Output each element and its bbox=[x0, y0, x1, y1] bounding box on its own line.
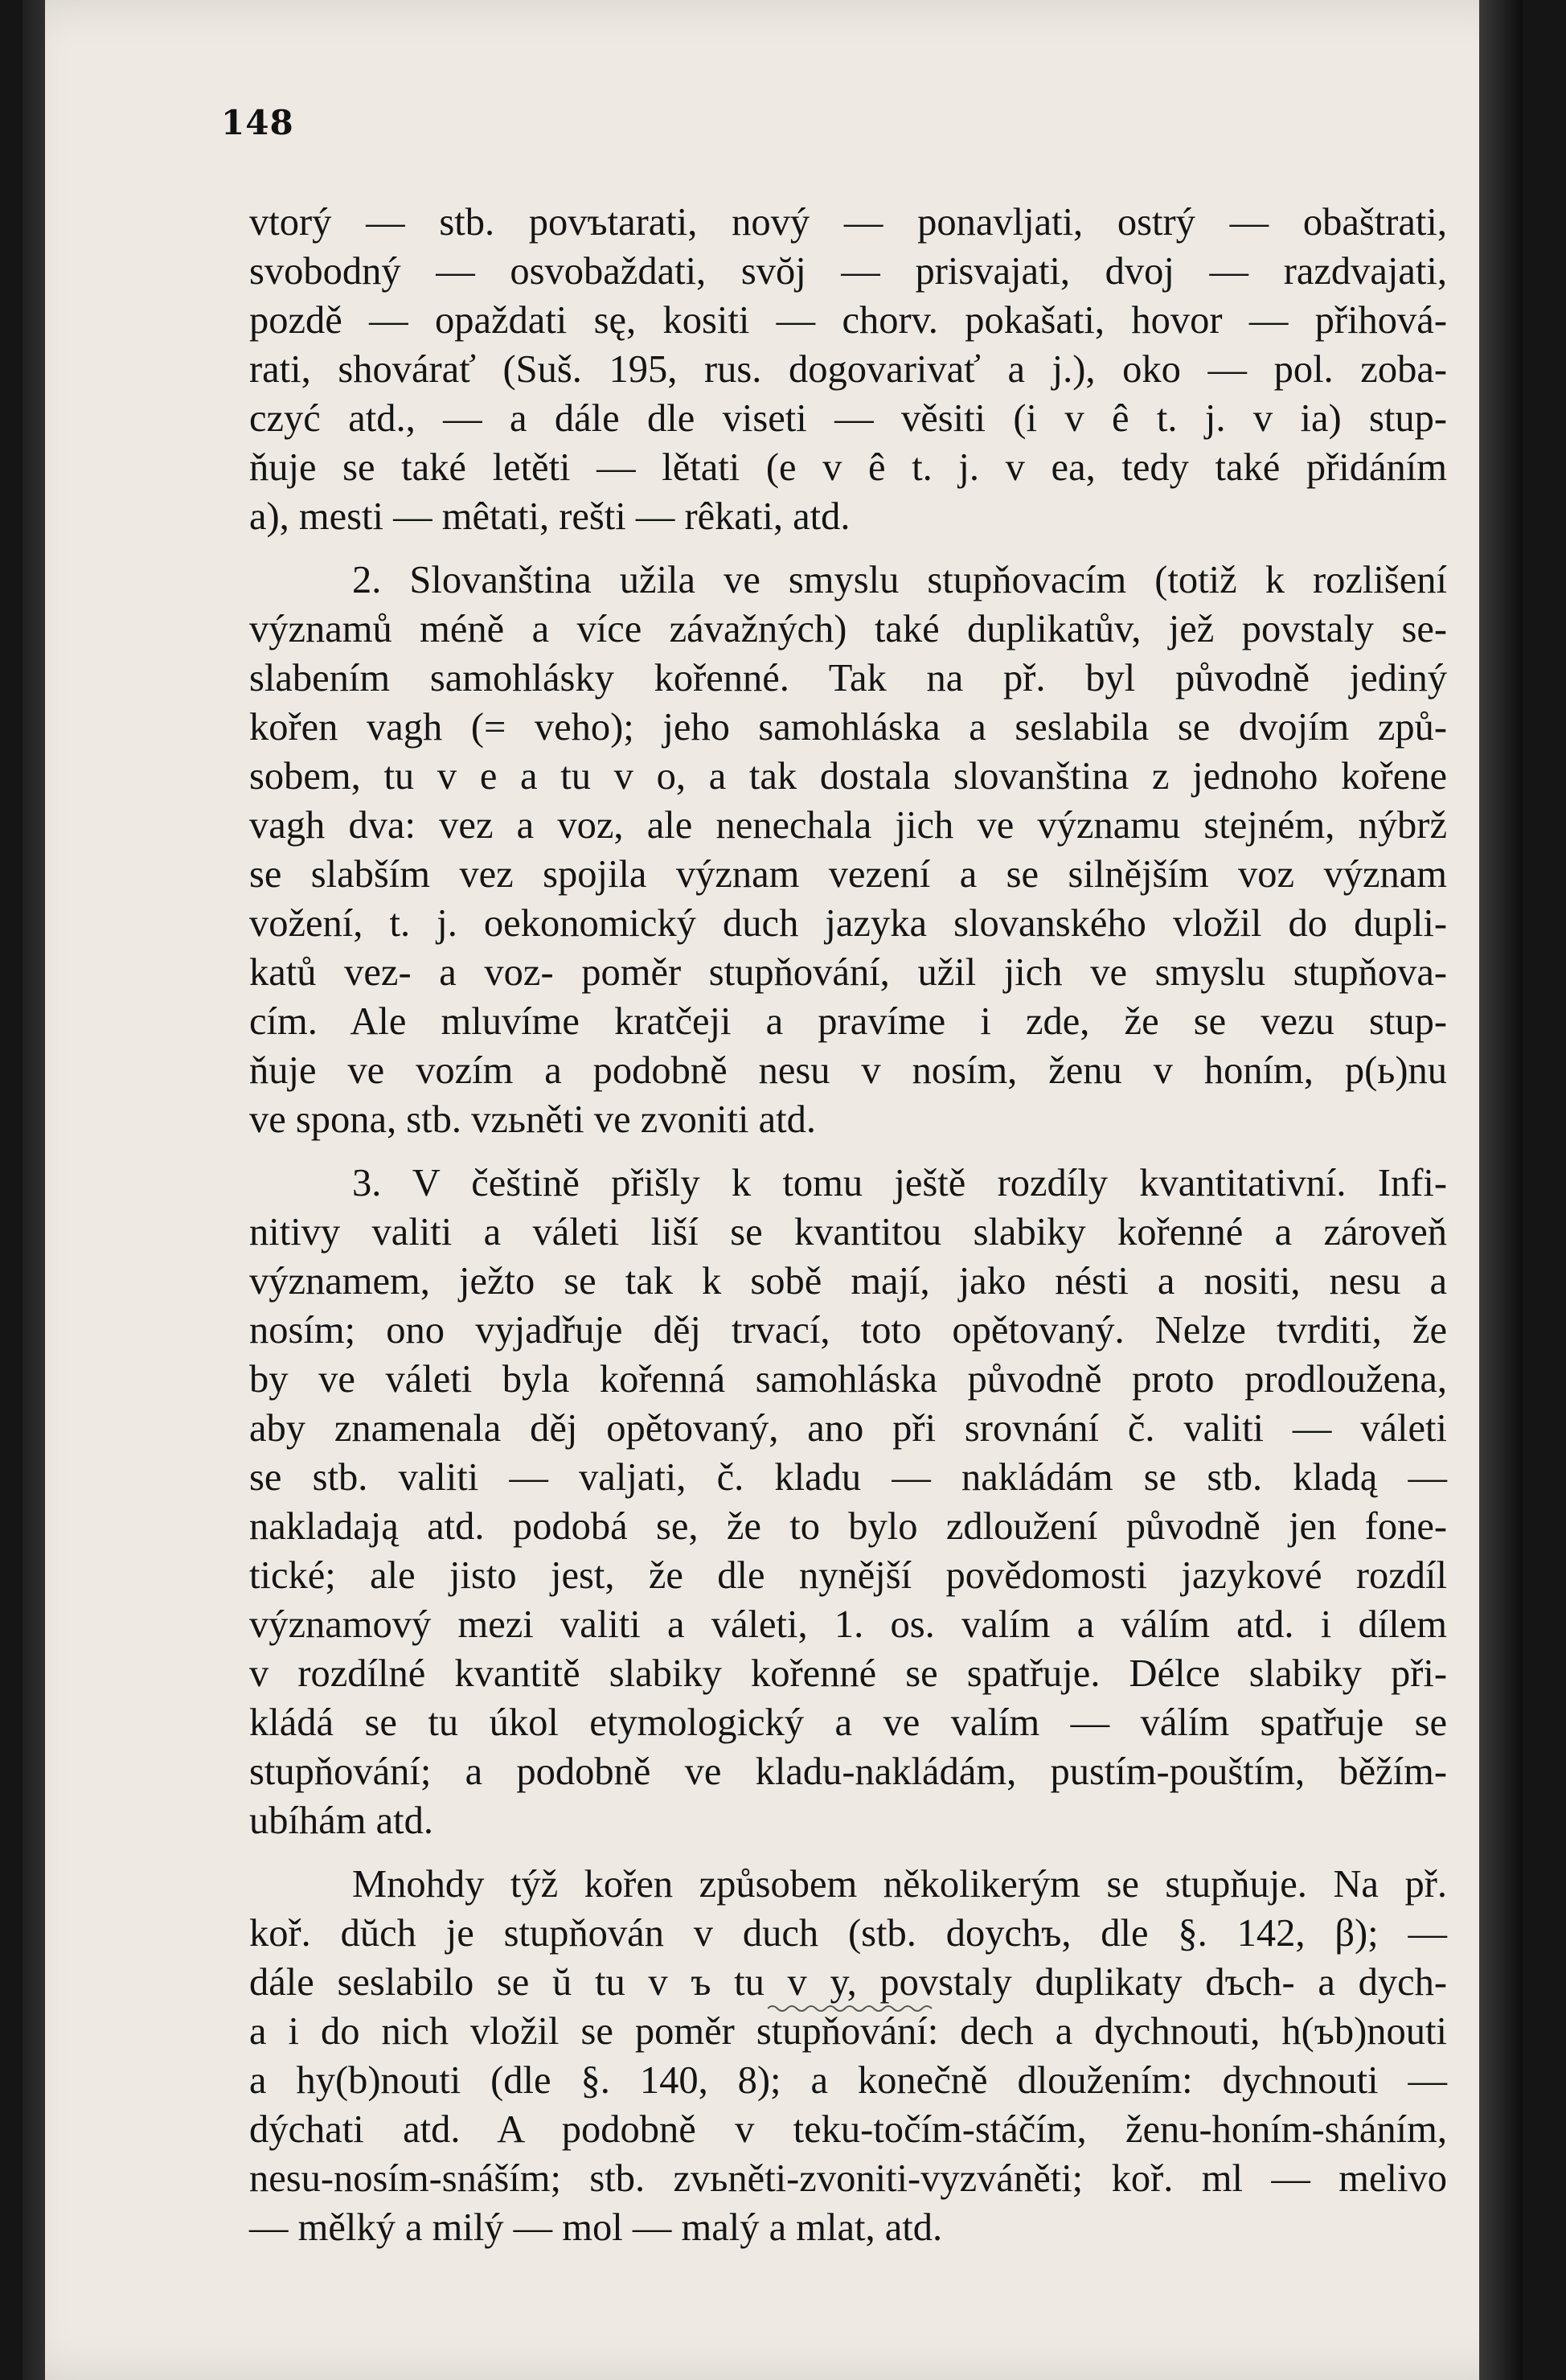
paragraph-gap bbox=[249, 1845, 1447, 1860]
text-line: a hy(b)nouti (dle §. 140, 8); a konečně dloužením: dychnouti — bbox=[249, 2059, 1447, 2102]
text-line: 2. Slovanština užila ve smyslu stupňovacím (totiž k rozlišení bbox=[352, 559, 1447, 601]
text-line: katů vez- a voz- poměr stupňování, užil jich ve smyslu stupňova- bbox=[249, 951, 1447, 994]
text-line: — mělký a milý — mol — malý a mlat, atd. bbox=[249, 2206, 943, 2249]
printer-ornament bbox=[768, 2002, 937, 2013]
paragraph-p1 bbox=[249, 198, 1447, 541]
text-line: významů méně a více závažných) také duplikatův, jež povstaly se- bbox=[249, 608, 1447, 650]
page-body-text bbox=[249, 198, 1447, 2252]
paragraph-p4 bbox=[249, 1860, 1447, 2252]
page-left-edge bbox=[23, 0, 45, 2380]
text-line: a i do nich vložil se poměr stupňování: dech a dychnouti, h(ъb)nouti bbox=[249, 2010, 1447, 2053]
text-line: 3. V češtině přišly k tomu ještě rozdíly kvantitativní. Infi- bbox=[352, 1162, 1447, 1204]
paragraph-p3 bbox=[249, 1159, 1447, 1845]
text-line: vagh dva: vez a voz, ale nenechala jich ve významu stejném, nýbrž bbox=[249, 804, 1447, 847]
text-line: dále seslabilo se ŭ tu v ъ tu v y, povstaly duplikaty dъch- a dych- bbox=[249, 1961, 1447, 2004]
text-line: slabením samohlásky kořenné. Tak na př. byl původně jediný bbox=[249, 657, 1447, 700]
text-line: by ve váleti byla kořenná samohláska původně proto prodloužena, bbox=[249, 1358, 1447, 1401]
text-line: ve spona, stb. vzьněti ve zvoniti atd. bbox=[249, 1098, 817, 1141]
text-line: aby znamenala děj opětovaný, ano při srovnání č. valiti — váleti bbox=[249, 1407, 1447, 1450]
text-line: vožení, t. j. oekonomický duch jazyka slovanského vložil do dupli- bbox=[249, 902, 1447, 945]
text-line: se stb. valiti — valjati, č. kladu — nakládám se stb. kladą — bbox=[249, 1456, 1447, 1499]
text-line: cím. Ale mluvíme kratčeji a pravíme i zde, že se vezu stup- bbox=[249, 1000, 1447, 1043]
text-line: svobodný — osvobaždati, svŏj — prisvajati, dvoj — razdvajati, bbox=[249, 250, 1447, 293]
text-line: sobem, tu v e a tu v o, a tak dostala slovanština z jednoho kořene bbox=[249, 755, 1447, 798]
text-line: ubíhám atd. bbox=[249, 1799, 433, 1842]
text-line: pozdě — opaždati sę, kositi — chorv. pokašati, hovor — přihová- bbox=[249, 299, 1447, 342]
text-line: ňuje ve vozím a podobně nesu v nosím, ženu v honím, p(ь)nu bbox=[249, 1049, 1447, 1092]
page-number: 148 bbox=[221, 103, 294, 142]
text-line: a), mesti — mêtati, rešti — rêkati, atd. bbox=[249, 495, 851, 538]
text-line: nesu-nosím-snáším; stb. zvьněti-zvoniti-vyzváněti; koř. ml — melivo bbox=[249, 2157, 1447, 2200]
page-right-edge bbox=[1479, 0, 1523, 2380]
paragraph-p2 bbox=[249, 556, 1447, 1144]
text-line: nitivy valiti a váleti liší se kvantitou slabiky kořenné a zároveň bbox=[249, 1211, 1447, 1254]
text-line: v rozdílné kvantitě slabiky kořenné se spatřuje. Délce slabiky při- bbox=[249, 1652, 1447, 1695]
text-line: stupňování; a podobně ve kladu-nakládám, pustím-pouštím, běžím- bbox=[249, 1750, 1447, 1793]
text-line: rati, shovárať (Suš. 195, rus. dogovarivať a j.), oko — pol. zoba- bbox=[249, 348, 1447, 391]
text-line: kládá se tu úkol etymologický a ve valím — válím spatřuje se bbox=[249, 1701, 1447, 1744]
text-line: se slabším vez spojila význam vezení a se silnějším voz význam bbox=[249, 853, 1447, 896]
text-line: koř. dŭch je stupňován v duch (stb. doуchъ, dle §. 142, β); — bbox=[249, 1912, 1447, 1955]
paragraph-gap bbox=[249, 1144, 1447, 1159]
text-line: Mnohdy týž kořen způsobem několikerým se stupňuje. Na př. bbox=[352, 1863, 1447, 1906]
text-line: dýchati atd. A podobně v teku-točím-stáčím, ženu-honím-sháním, bbox=[249, 2108, 1447, 2151]
text-line: nakladają atd. podobá se, že to bylo zdloužení původně jen fone- bbox=[249, 1505, 1447, 1548]
text-line: ňuje se také letěti — lětati (e v ê t. j. v ea, tedy také přidáním bbox=[249, 446, 1447, 489]
paragraph-gap bbox=[249, 541, 1447, 556]
text-line: czyć atd., — a dále dle viseti — věsiti (i v ê t. j. v ia) stup- bbox=[249, 397, 1447, 440]
text-line: významem, ježto se tak k sobě mají, jako nésti a nositi, nesu a bbox=[249, 1260, 1447, 1303]
text-line: významový mezi valiti a váleti, 1. os. valím a válím atd. i dílem bbox=[249, 1603, 1447, 1646]
text-line: nosím; ono vyjadřuje děj trvací, toto opětovaný. Nelze tvrditi, že bbox=[249, 1309, 1447, 1352]
text-line: vtorý — stb. povъtarati, nový — ponavljati, ostrý — obaštrati, bbox=[249, 201, 1447, 244]
text-line: kořen vagh (= veho); jeho samohláska a seslabila se dvojím způ- bbox=[249, 706, 1447, 749]
text-line: tické; ale jisto jest, že dle nynější povědomosti jazykové rozdíl bbox=[249, 1554, 1447, 1597]
